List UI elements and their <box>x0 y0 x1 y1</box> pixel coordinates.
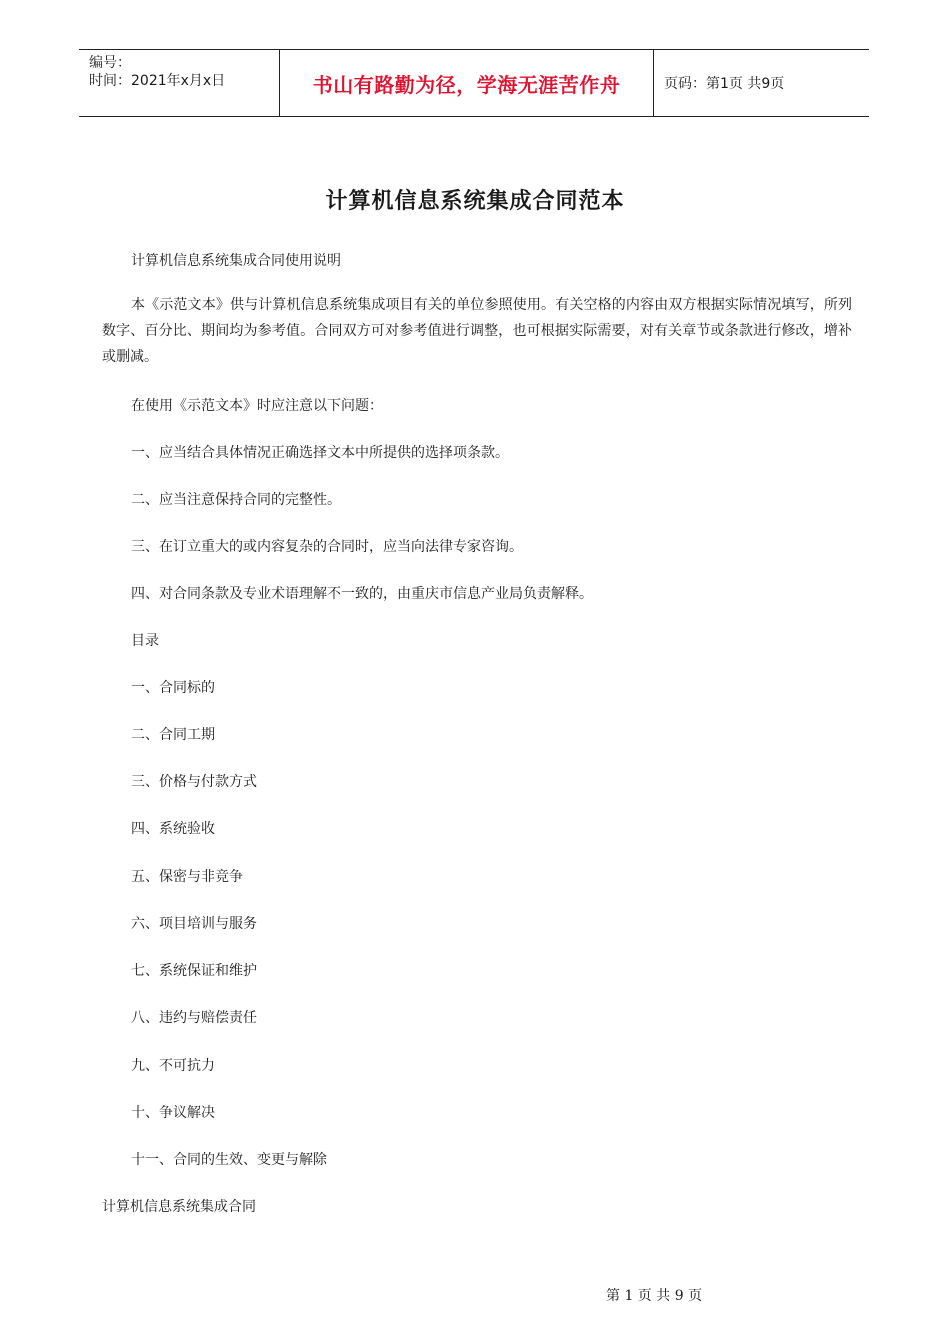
toc-item: 四、系统验收 <box>131 821 215 837</box>
page-header <box>79 49 869 117</box>
toc-item: 七、系统保证和维护 <box>131 963 257 979</box>
note-item: 四、对合同条款及专业术语理解不一致的，由重庆市信息产业局负责解释。 <box>131 586 593 602</box>
toc-item: 三、价格与付款方式 <box>131 774 257 790</box>
toc-item: 五、保密与非竞争 <box>131 869 243 885</box>
note-item: 二、应当注意保持合同的完整性。 <box>131 492 341 508</box>
toc-item: 六、项目培训与服务 <box>131 916 257 932</box>
note-item: 一、应当结合具体情况正确选择文本中所提供的选择项条款。 <box>131 445 509 461</box>
note-item: 三、在订立重大的或内容复杂的合同时，应当向法律专家咨询。 <box>131 539 523 555</box>
intro-paragraph: 本《示范文本》供与计算机信息系统集成项目有关的单位参照使用。有关空格的内容由双方根据实际情况填写，所列数字、百分比、期间均为参考值。合同双方可对参考值进行调整，也可根据实际需要，对有关章节或条款进行修改，增补或删减。 <box>102 297 852 365</box>
usage-heading: 计算机信息系统集成合同使用说明 <box>131 253 341 269</box>
page-footer: 第 1 页 共 9 页 <box>606 1288 703 1304</box>
toc-item: 一、合同标的 <box>131 680 215 696</box>
document-date-label: 时间：2021年x月x日 <box>89 73 226 89</box>
toc-item: 十、争议解决 <box>131 1105 215 1121</box>
contract-heading: 计算机信息系统集成合同 <box>102 1199 256 1215</box>
toc-heading: 目录 <box>131 633 159 649</box>
document-title: 计算机信息系统集成合同范本 <box>325 189 625 214</box>
toc-item: 二、合同工期 <box>131 727 215 743</box>
header-meta-cell <box>79 50 280 116</box>
header-motto: 书山有路勤为径，学海无涯苦作舟 <box>280 50 654 116</box>
header-page-info: 页码：第1页 共9页 <box>664 76 785 92</box>
toc-item: 九、不可抗力 <box>131 1058 215 1074</box>
notice-heading: 在使用《示范文本》时应注意以下问题： <box>131 398 383 414</box>
toc-item: 十一、合同的生效、变更与解除 <box>131 1152 327 1168</box>
toc-item: 八、违约与赔偿责任 <box>131 1010 257 1026</box>
document-number-label: 编号： <box>89 55 131 71</box>
